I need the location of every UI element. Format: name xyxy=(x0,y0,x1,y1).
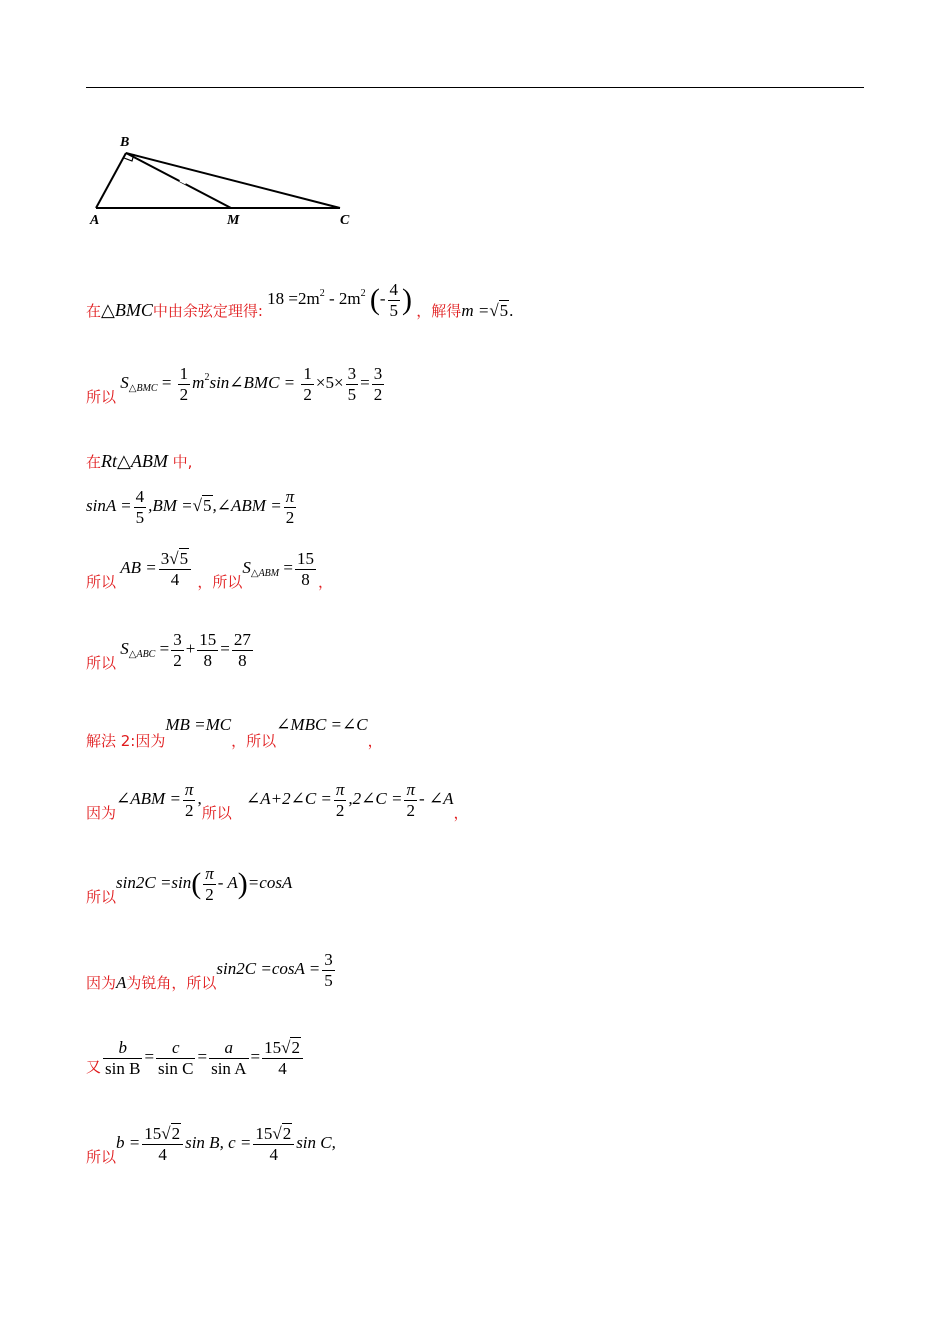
label-c: C xyxy=(340,213,350,228)
text-suoyi: 所以 xyxy=(86,387,117,406)
sqrt-5: √5 xyxy=(489,300,509,320)
area-bmc-line: 所以 $S_{\triangle BMC}$ = $\frac{1}{2}$ $m^2\sin\angle BMC$ = $\frac{1}{2}$ ×5× $\frac{3}{5}$ = $\frac{3}{2}$ xyxy=(86,364,383,406)
right-triangle-line: 在Rt△ABM 中, xyxy=(86,451,193,471)
area-abc-line: 所以 $S_{\triangle ABC}$ = $\frac{3}{2}$ + $\frac{15}{8}$ = $\frac{27}{8}$ xyxy=(86,630,251,672)
law-of-cosines-line: 在△BMC中由余弦定理得: $18 =2m^2 - 2m^2$ (- $\frac{4}{5}$ ) ，解得m =√5. xyxy=(86,280,514,320)
label-a: A xyxy=(90,213,100,228)
label-m: M xyxy=(227,213,240,228)
text-zai: 在 xyxy=(86,301,102,320)
equation-18: $18 =2m^2 - 2m^2$ (- $\frac{4}{5}$ ) xyxy=(267,280,413,320)
triangle-bmc: △BMC xyxy=(101,299,153,320)
law-of-sines-line: 又 $\frac{b}{\text{sin B}}$ = $\frac{c}{\text{sin C}}$ = $\frac{a}{\text{sin A}}$ = $\frac{15√2}{4}$ xyxy=(86,1038,305,1078)
triangle-figure xyxy=(86,128,366,228)
text-cosine: 中由余弦定理得: xyxy=(152,301,263,320)
fraction-4-5: $\frac{4}{5}$ xyxy=(389,280,399,320)
angle-relation-line: 因为∠ABM = $\frac{\pi}{2}$ ,所以 ∠A+2∠C = $\frac{\pi}{2}$ ,2∠C = $\frac{\pi}{2}$ - ∠A， xyxy=(86,780,469,822)
acute-angle-line: 因为A为锐角，所以sin2C =cosA = $\frac{3}{5}$ xyxy=(86,950,333,992)
header-rule xyxy=(86,87,864,88)
sina-line: sinA = $\frac{4}{5}$ ,BM =√5,∠ABM = $\frac{\pi}{2}$ xyxy=(86,487,295,527)
method-2-line: 解法 2:因为MB =MC，所以∠MBC =∠C， xyxy=(86,715,383,750)
label-b: B xyxy=(120,135,130,150)
sin2c-line: 所以sin2C =sin( $\frac{\pi}{2}$ - A)=cosA xyxy=(86,864,293,906)
ab-area-abm-line: 所以 AB = $\frac{3√5}{4}$ ，所以$S_{\triangle ABM}$ = $\frac{15}{8}$ ， xyxy=(86,549,333,591)
b-c-expression-line: 所以b = $\frac{15√2}{4}$ sin B, c = $\frac{15√2}{4}$ sin C, xyxy=(86,1124,336,1166)
text-solve: ，解得 xyxy=(416,301,462,320)
